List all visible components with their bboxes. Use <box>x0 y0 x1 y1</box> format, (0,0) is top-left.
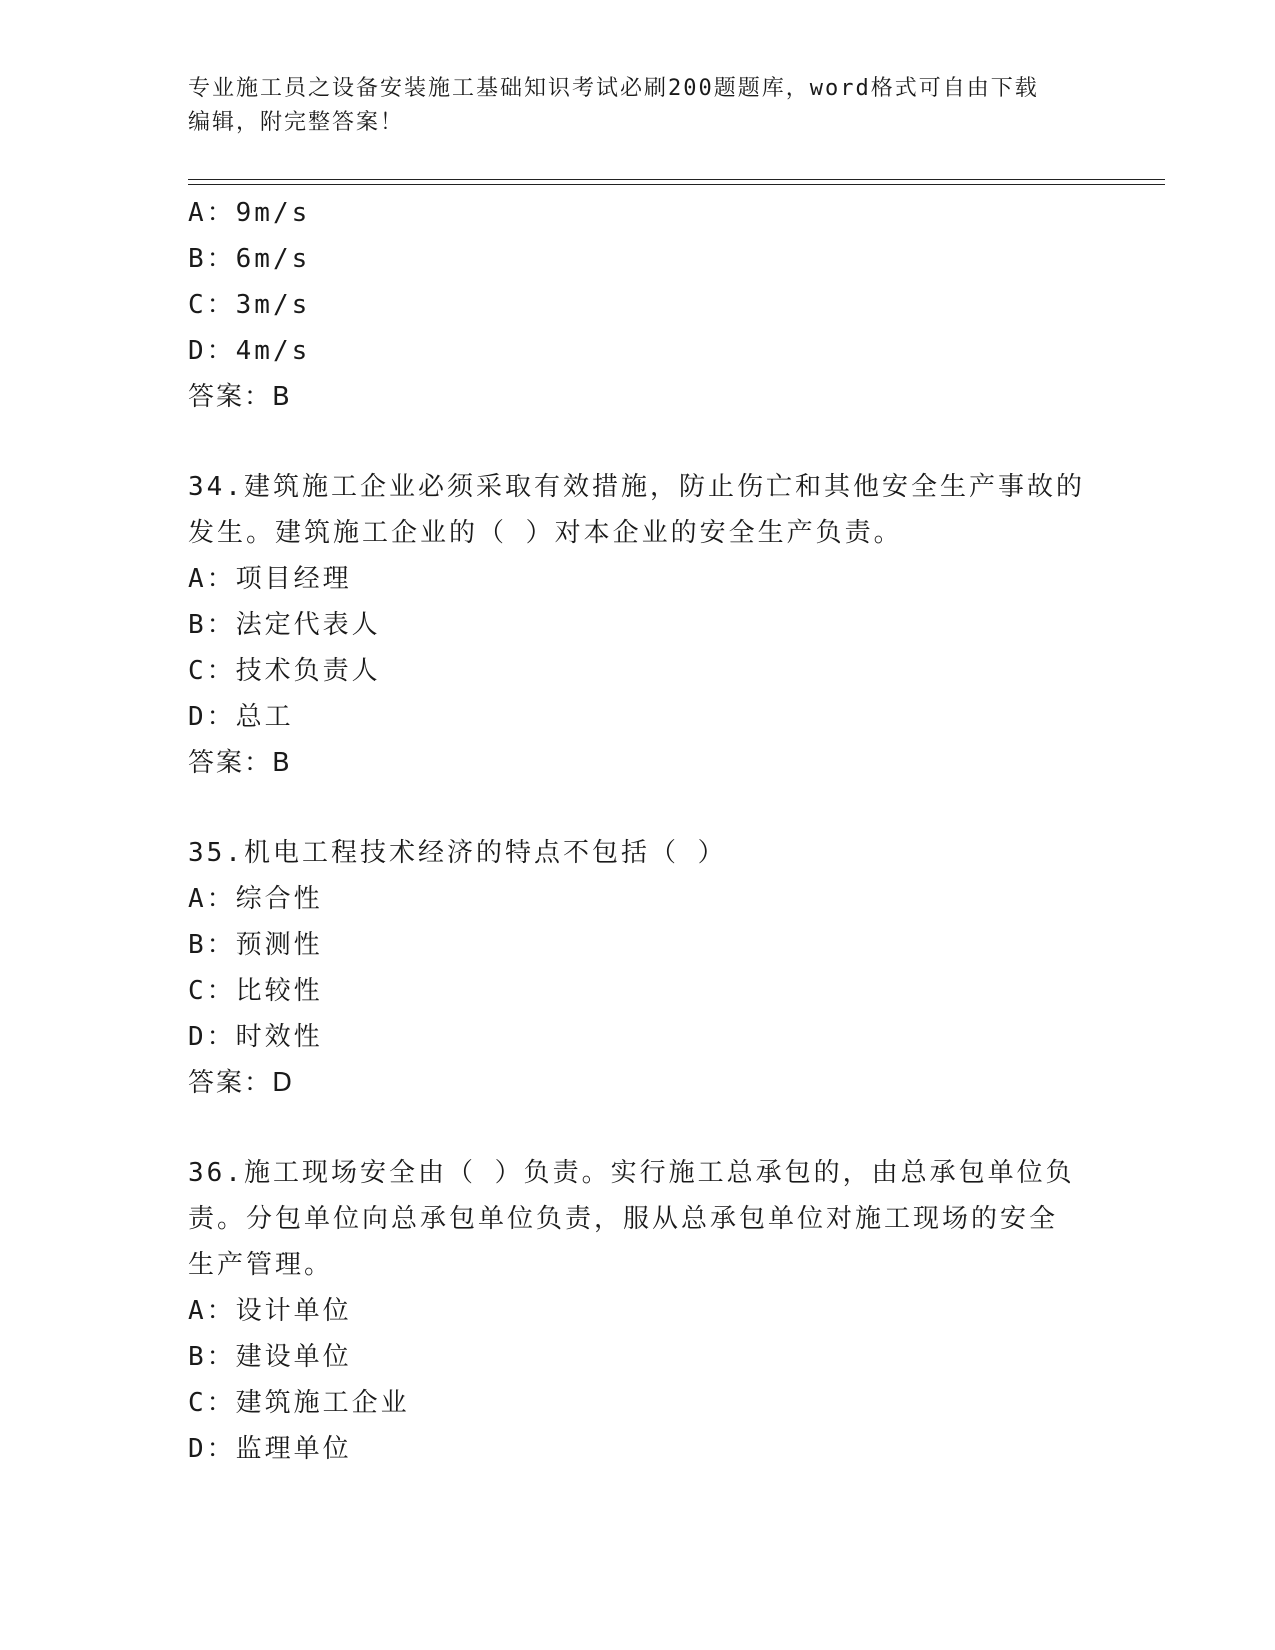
block-spacer <box>188 786 1088 830</box>
question-block <box>188 464 1088 786</box>
question-text <box>188 1150 1088 1288</box>
option-d: D：监理单位 <box>188 1434 352 1464</box>
question-line: 生产管理。 <box>188 1250 334 1280</box>
block-spacer <box>188 420 1088 464</box>
header-title-line-1: 专业施工员之设备安装施工基础知识考试必刷200题题库，word格式可自由下载 <box>188 76 1039 101</box>
question-line: 34.建筑施工企业必须采取有效措施，防止伤亡和其他安全生产事故的 <box>188 472 1085 502</box>
question-line: 35.机电工程技术经济的特点不包括（ ） <box>188 838 727 868</box>
option-c: C：比较性 <box>188 976 323 1006</box>
option-a: A：项目经理 <box>188 564 352 594</box>
option-c: C：建筑施工企业 <box>188 1388 410 1418</box>
document-header <box>188 72 1088 140</box>
option-a: A：综合性 <box>188 884 323 914</box>
option-b: B：建设单位 <box>188 1342 352 1372</box>
answer-line: 答案：B <box>188 382 292 412</box>
answer-line: 答案：B <box>188 748 292 778</box>
option-c: C：技术负责人 <box>188 656 381 686</box>
question-block <box>188 830 1088 1106</box>
option-c: C：3m/s <box>188 290 311 320</box>
question-text <box>188 830 1088 876</box>
option-a: A：设计单位 <box>188 1296 352 1326</box>
option-d: D：总工 <box>188 702 294 732</box>
question-block <box>188 190 1088 420</box>
option-b: B：6m/s <box>188 244 311 274</box>
header-rule-top <box>188 179 1165 180</box>
question-line: 责。分包单位向总承包单位负责，服从总承包单位对施工现场的安全 <box>188 1204 1059 1234</box>
option-d: D：时效性 <box>188 1022 323 1052</box>
question-text <box>188 464 1088 556</box>
question-block <box>188 1150 1088 1472</box>
block-spacer <box>188 1106 1088 1150</box>
option-b: B：预测性 <box>188 930 323 960</box>
option-a: A：9m/s <box>188 198 311 228</box>
option-b: B：法定代表人 <box>188 610 381 640</box>
question-line: 36.施工现场安全由（ ）负责。实行施工总承包的，由总承包单位负 <box>188 1158 1075 1188</box>
question-line: 发生。建筑施工企业的（ ）对本企业的安全生产负责。 <box>188 518 903 548</box>
header-title-line-2: 编辑，附完整答案！ <box>188 110 405 135</box>
header-rule-bottom <box>188 184 1165 185</box>
answer-line: 答案：D <box>188 1068 295 1098</box>
option-d: D：4m/s <box>188 336 311 366</box>
question-list <box>188 190 1088 1472</box>
